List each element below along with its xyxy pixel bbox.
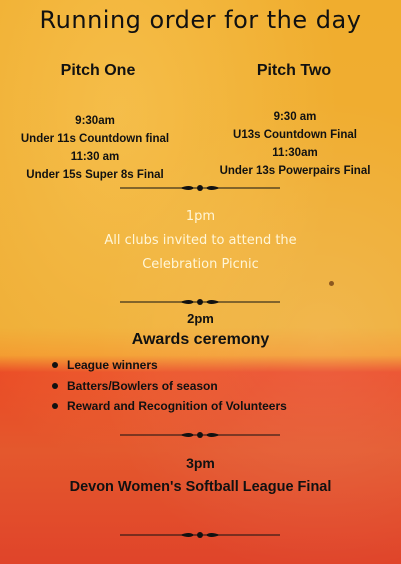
awards-time: 2pm [187,311,214,326]
awards-title: Awards ceremony [131,331,270,348]
picnic-time: 1pm [185,209,216,224]
award-item-label: Reward and Recognition of Volunteers [67,399,287,413]
pitch-two-time-2: 11:30am [272,147,318,159]
award-item-label: League winners [67,358,158,372]
bullet-icon [52,362,58,368]
pitch-one-time-1: 9:30am [75,115,115,127]
pitch-two-event-1: U13s Countdown Final [233,129,357,141]
pitch-one-heading: Pitch One [60,62,136,79]
pitch-one-event-1: Under 11s Countdown final [20,133,170,145]
picnic-line-1: All clubs invited to attend the [104,233,297,248]
ornament-divider-4 [120,530,280,540]
pitch-two-schedule [190,108,400,180]
final-time: 3pm [186,455,215,471]
pitch-two-time-1: 9:30 am [273,111,317,123]
ornament-divider-1 [120,183,280,193]
picnic-line-2: Celebration Picnic [142,257,259,272]
list-item [50,396,287,417]
final-title: Devon Women's Softball League Final [69,479,332,495]
page-title: Running order for the day [39,6,362,34]
bullet-icon [52,403,58,409]
bullet-icon [52,383,58,389]
ornament-divider-2 [120,297,280,307]
award-item-label: Batters/Bowlers of season [67,378,218,393]
pitch-two-event-2: Under 13s Powerpairs Final [219,165,371,177]
awards-list [50,355,287,417]
ornament-divider-3 [120,430,280,440]
pitch-one-schedule [0,112,200,184]
pitch-two-heading: Pitch Two [256,62,332,79]
pitch-one-time-2: 11:30 am [70,151,120,163]
pitch-one-event-2: Under 15s Super 8s Final [26,169,164,181]
list-item [50,376,287,397]
list-item [50,355,287,376]
picnic-section [0,205,401,277]
paper-speck [329,281,334,286]
